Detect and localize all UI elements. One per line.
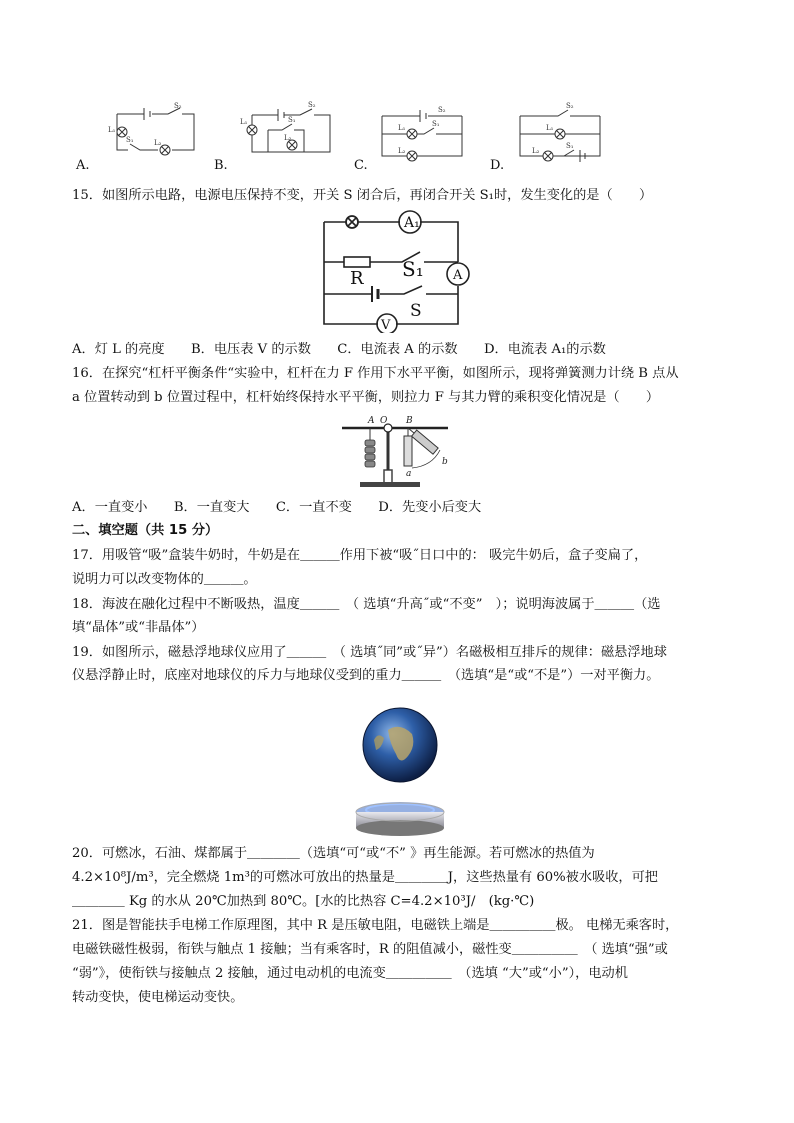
q19-line1: 19．如图所示，磁悬浮地球仪应用了＿＿＿ （ 选填˝同”或˝异”）名磁极相互排斥的规律：磁悬浮地球 — [72, 645, 667, 660]
position-b-label: b — [442, 457, 448, 467]
resistor-r-label: R — [350, 268, 364, 289]
q14-option-a[interactable] — [72, 100, 202, 175]
point-b-label: B — [406, 416, 413, 426]
circuit-diagram-c — [350, 100, 480, 162]
circuit-diagram-b — [212, 100, 342, 162]
lamp-l1-label: L₁ — [398, 124, 406, 132]
ammeter-a1-label: A₁ — [404, 215, 420, 231]
lamp-l2-label: L₂ — [154, 139, 162, 147]
q14-options — [0, 100, 794, 180]
option-label: B. — [214, 158, 228, 173]
q20-line2: 4.2×10⁸J/m³，完全燃烧 1m³的可燃冰可放出的热量是＿＿＿＿J，这些热量有 60%被水吸收，可把 — [72, 870, 658, 885]
option-label: C. — [354, 158, 368, 173]
switch-s-label: S — [410, 301, 422, 321]
switch-s2-label: S₂ — [438, 106, 446, 114]
q14-option-c[interactable] — [350, 100, 480, 175]
q14-option-b[interactable] — [212, 100, 342, 175]
lamp-l2-label: L₂ — [398, 147, 406, 155]
q15-stem: 15．如图所示电路，电源电压保持不变，开关 S 闭合后，再闭合开关 S₁时，发生变化的是（ ） — [72, 188, 653, 203]
q15-circuit-diagram — [318, 208, 478, 333]
maglev-globe-image — [350, 700, 450, 842]
q14-option-d[interactable] — [488, 100, 618, 175]
q16-stem-line2: a 位置转动到 b 位置过程中，杠杆始终保持水平平衡，则拉力 F 与其力臂的乘积变化情况是（ ） — [72, 390, 660, 405]
q19-line2: 仪悬浮静止时，底座对地球仪的斥力与地球仪受到的重力＿＿＿ （选填“是“或“不是”）一对平衡力。 — [72, 668, 660, 683]
switch-s2-label: S₂ — [308, 101, 316, 109]
q17-line2: 说明力可以改变物体的＿＿＿。 — [72, 572, 257, 587]
option-label: A. — [76, 158, 90, 173]
switch-s1-label: S₁ — [432, 120, 440, 128]
q21-line4: 转动变快，使电梯运动变快。 — [72, 990, 244, 1005]
lamp-l1-label: L₁ — [108, 126, 116, 134]
switch-s1-label: S₁ — [402, 257, 424, 281]
q21-line1: 21．图是智能扶手电梯工作原理图，其中 R 是压敏电阻，电磁铁上端是＿＿＿＿＿极。 电梯无乘客时， — [72, 918, 679, 933]
switch-s1-label: S₁ — [566, 142, 574, 150]
q17-line1: 17．用吸管“吸”盒装牛奶时，牛奶是在＿＿＿作用下被“吸˝日口中的： 吸完牛奶后，盒子变扁了， — [72, 548, 648, 563]
point-o-label: O — [380, 416, 388, 426]
q16-options: A．一直变小 B．一直变大 C．一直不变 D．先变小后变大 — [72, 500, 482, 515]
option-label: D. — [490, 158, 505, 173]
lamp-l2-label: L₂ — [532, 147, 540, 155]
q16-stem-line1: 16．在探究“杠杆平衡条件“实验中，杠杆在力 F 作用下水平平衡，如图所示，现将弹簧测力计绕 B 点从 — [72, 366, 679, 381]
switch-s1-label: S₁ — [126, 136, 134, 144]
q20-line3: ＿＿＿＿ Kg 的水从 20℃加热到 80℃。[水的比热容 C=4.2×10³J/ (kg·℃) — [72, 894, 535, 909]
q15-options: A．灯 L 的亮度 B．电压表 V 的示数 C．电流表 A 的示数 D．电流表 A₁的示数 — [72, 342, 606, 357]
position-a-label: a — [406, 469, 412, 479]
q18-line1: 18．海波在融化过程中不断吸热，温度＿＿＿ （ 选填“升高˝或“不变” ）；说明海波属于＿＿＿（选 — [72, 597, 661, 612]
section-2-heading: 二、填空题（共 15 分） — [72, 523, 219, 538]
lamp-l1-label: L₁ — [240, 118, 248, 126]
q21-line2: 电磁铁磁性极弱，衔铁与触点 1 接触；当有乘客时，R 的阻值减小，磁性变＿＿＿＿＿ （ 选填“强”或 — [72, 942, 668, 957]
switch-s1-label: S₁ — [288, 116, 296, 124]
lamp-l2-label: L₂ — [284, 134, 292, 142]
q18-line2: 填“晶体”或“非晶体”） — [72, 620, 205, 635]
voltmeter-v-label: V — [381, 318, 391, 333]
circuit-diagram-a — [72, 100, 202, 162]
lamp-l1-label: L₁ — [546, 124, 554, 132]
switch-s2-label: S₂ — [566, 102, 574, 110]
ammeter-a-label: A — [453, 268, 463, 283]
q16-lever-diagram — [336, 410, 466, 492]
q21-line3: “弱”》，使衔铁与接触点 2 接触，通过电动机的电流变＿＿＿＿＿ （选填 “大”或“小”），电动机 — [72, 966, 628, 981]
circuit-diagram-d — [488, 100, 618, 162]
switch-s2-label: S₂ — [174, 102, 182, 110]
q20-line1: 20．可燃冰，石油、煤都属于＿＿＿＿（选填“可“或“不” 》再生能源。若可燃冰的热值为 — [72, 846, 595, 861]
point-a-label: A — [368, 416, 375, 426]
